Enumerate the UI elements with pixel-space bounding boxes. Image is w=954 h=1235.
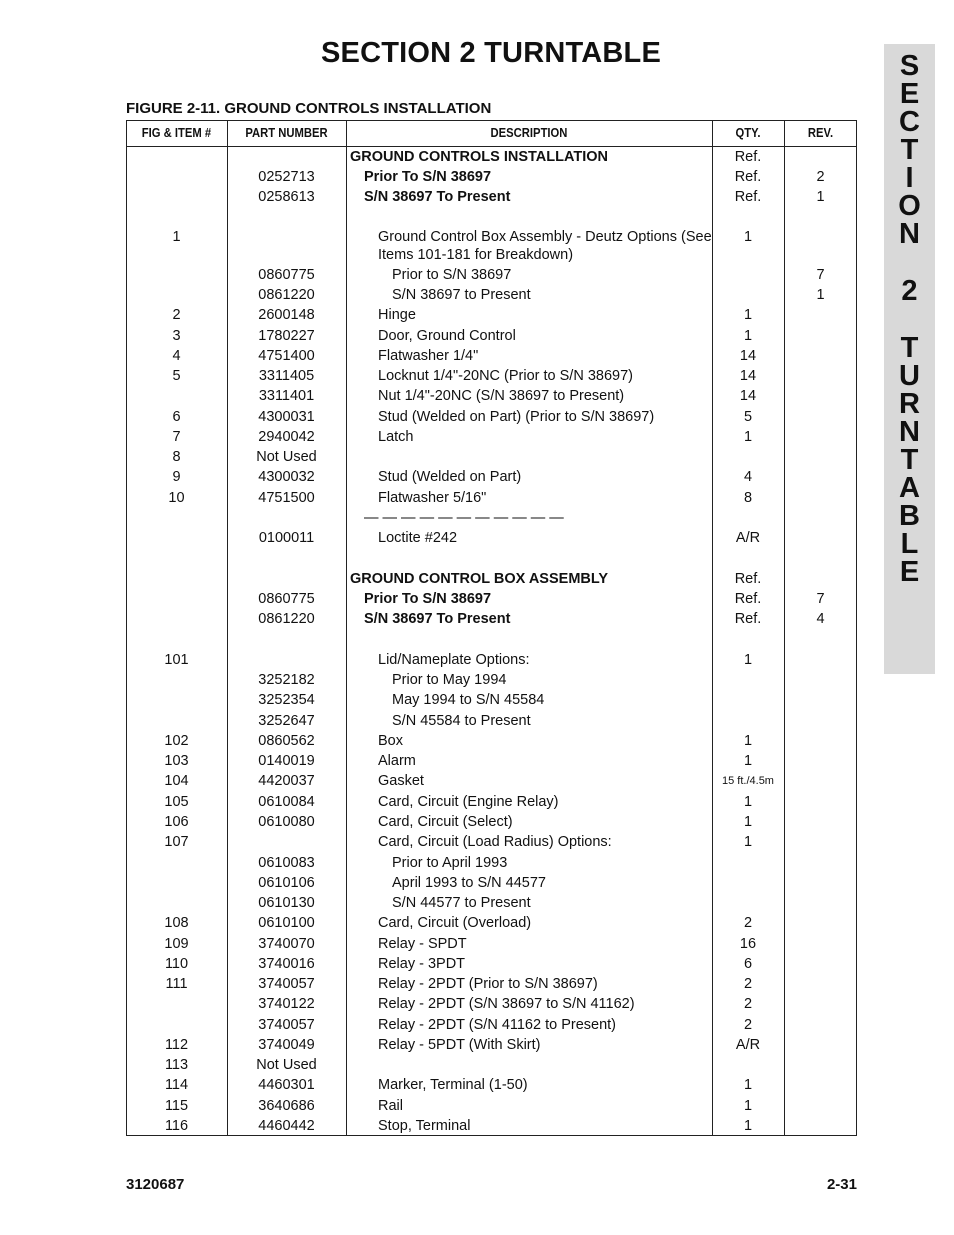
description: S/N 38697 To Present [364,189,511,205]
item-number: 3 [172,328,181,344]
description: Stud (Welded on Part) [378,469,522,485]
quantity: 1 [743,429,753,445]
quantity: 14 [739,368,757,384]
description: Stud (Welded on Part) (Prior to S/N 38697) [378,409,655,425]
side-tab-letter: S [899,50,920,82]
part-number: 0610083 [258,855,315,871]
quantity: 14 [739,348,757,364]
item-number: 114 [164,1077,189,1093]
part-number: 4751400 [258,348,315,364]
quantity: 1 [743,229,753,245]
description: S/N 38697 to Present [392,287,531,303]
revision: 7 [816,591,825,607]
quantity: 2 [743,976,753,992]
quantity: 15 ft./4.5m [722,775,774,787]
quantity: 4 [743,469,753,485]
item-number: 9 [172,469,181,485]
part-number: 2940042 [258,429,315,445]
side-tab-letter: T [900,444,919,476]
quantity: Ref. [734,149,762,165]
quantity: Ref. [734,571,762,587]
part-number: 4300032 [258,469,315,485]
side-tab-letter: N [899,416,920,448]
description: Flatwasher 5/16" [378,490,487,506]
quantity: 1 [743,753,753,769]
part-number: 3640686 [258,1098,315,1114]
description: Lid/Nameplate Options: [378,652,530,668]
description: Card, Circuit (Engine Relay) [378,794,559,810]
header-description: DESCRIPTION [490,126,568,140]
part-number: 3740049 [258,1037,315,1053]
item-number: 6 [172,409,181,425]
description: Prior to S/N 38697 [392,267,512,283]
description: Flatwasher 1/4" [378,348,479,364]
item-number: 10 [168,490,185,506]
part-number: 0258613 [258,189,315,205]
part-number: 3740070 [258,936,315,952]
description: Prior to May 1994 [392,672,507,688]
description: Relay - 2PDT (S/N 38697 to S/N 41162) [378,996,635,1012]
revision: 1 [816,287,825,303]
side-tab-letter: R [899,388,920,420]
part-number: 3311401 [258,388,315,404]
side-tab-letter: A [899,472,920,504]
quantity: 16 [739,936,757,952]
side-tab-letter: U [899,360,920,392]
quantity: 6 [743,956,753,972]
description: Marker, Terminal (1-50) [378,1077,528,1093]
quantity: 8 [743,490,753,506]
description: Prior To S/N 38697 [364,169,492,185]
item-number: 108 [164,915,189,931]
part-number: 3740057 [258,976,315,992]
part-number: 0860775 [258,591,315,607]
section-title: SECTION 2 TURNTABLE [321,37,661,69]
item-number: 8 [172,449,181,465]
quantity: 1 [743,1077,753,1093]
description: Locknut 1/4"-20NC (Prior to S/N 38697) [378,368,633,384]
quantity: 1 [743,307,753,323]
part-number: 3740122 [258,996,315,1012]
item-number: 101 [164,652,189,668]
description: Prior To S/N 38697 [364,591,492,607]
description: Gasket [378,773,424,789]
item-number: 116 [164,1118,189,1134]
column-divider [346,120,347,1136]
item-number: 111 [165,976,188,992]
quantity: 14 [739,388,757,404]
description: Latch [378,429,414,445]
quantity: Ref. [734,611,762,627]
part-number: 1780227 [258,328,315,344]
description-continued: Items 101-181 for Breakdown) [378,247,574,263]
quantity: 5 [743,409,753,425]
description: May 1994 to S/N 45584 [392,692,545,708]
side-tab-letter: O [898,190,921,222]
side-tab-letter: L [900,528,919,560]
part-number: 4460442 [258,1118,315,1134]
part-number: 0610100 [258,915,315,931]
description: Relay - 2PDT (Prior to S/N 38697) [378,976,598,992]
side-tab-letter: 2 [901,275,918,307]
item-number: 115 [164,1098,189,1114]
item-number: 113 [164,1057,189,1073]
part-number: 0860775 [258,267,315,283]
description: Ground Control Box Assembly - Deutz Options (See [378,229,712,245]
part-number: 3311405 [258,368,315,384]
item-number: 5 [172,368,181,384]
description: Prior to April 1993 [392,855,508,871]
description: Card, Circuit (Load Radius) Options: [378,834,612,850]
part-number: 0610084 [258,794,315,810]
header-part-number: PART NUMBER [245,126,328,140]
doc-number: 3120687 [126,1176,185,1193]
part-number: 0861220 [258,287,315,303]
side-tab-letter: I [905,162,914,194]
description: April 1993 to S/N 44577 [392,875,546,891]
part-number: 4751500 [258,490,315,506]
revision: 4 [816,611,825,627]
item-number: 107 [164,834,189,850]
description: Nut 1/4"-20NC (S/N 38697 to Present) [378,388,625,404]
side-tab-letter: B [899,500,920,532]
item-number: 105 [164,794,189,810]
quantity: 1 [743,834,753,850]
quantity: 2 [743,1017,753,1033]
quantity: Ref. [734,189,762,205]
part-number: Not Used [256,1057,317,1073]
description: Stop, Terminal [378,1118,471,1134]
part-number: 0610080 [258,814,315,830]
description: Door, Ground Control [378,328,516,344]
description: Relay - 5PDT (With Skirt) [378,1037,541,1053]
description: Loctite #242 [378,530,458,546]
description: Rail [378,1098,403,1114]
item-number: 109 [164,936,189,952]
item-number: 103 [164,753,189,769]
description: Relay - 2PDT (S/N 41162 to Present) [378,1017,617,1033]
item-number: 1 [172,229,181,245]
part-number: 0860562 [258,733,315,749]
description: — — — — — — — — — — — [364,510,564,526]
quantity: Ref. [734,169,762,185]
quantity: 1 [743,733,753,749]
part-number: 3252182 [258,672,315,688]
quantity: 1 [743,1098,753,1114]
part-number: 4420037 [258,773,315,789]
part-number: 0610130 [258,895,315,911]
description: S/N 45584 to Present [392,713,531,729]
side-tab-letter: C [899,106,920,138]
part-number: 0861220 [258,611,315,627]
part-number: 2600148 [258,307,315,323]
revision: 1 [816,189,825,205]
part-number: 4460301 [258,1077,315,1093]
description: S/N 38697 To Present [364,611,511,627]
description: Alarm [378,753,416,769]
part-number: 3252647 [258,713,315,729]
section-side-tab [884,44,935,674]
quantity: 1 [743,794,753,810]
description: Relay - SPDT [378,936,467,952]
item-number: 7 [172,429,181,445]
item-number: 4 [172,348,181,364]
item-number: 104 [164,773,189,789]
quantity: 1 [743,328,753,344]
part-number: 3740016 [258,956,315,972]
item-number: 2 [172,307,181,323]
description: Card, Circuit (Overload) [378,915,532,931]
description: GROUND CONTROL BOX ASSEMBLY [350,571,609,587]
part-number: Not Used [256,449,317,465]
part-number: 0252713 [258,169,315,185]
figure-caption: FIGURE 2-11. GROUND CONTROLS INSTALLATION [126,100,492,117]
side-tab-letter: N [899,218,920,250]
description: Box [378,733,403,749]
part-number: 0610106 [258,875,315,891]
side-tab-letter: E [899,78,920,110]
part-number: 0100011 [258,530,315,546]
part-number: 3740057 [258,1017,315,1033]
description: Hinge [378,307,416,323]
part-number: 4300031 [258,409,315,425]
description: Relay - 3PDT [378,956,466,972]
item-number: 112 [164,1037,189,1053]
side-tab-letter: T [900,134,919,166]
quantity: 1 [743,1118,753,1134]
header-fig-item: FIG & ITEM # [141,126,212,140]
description: GROUND CONTROLS INSTALLATION [350,149,609,165]
quantity: Ref. [734,591,762,607]
description: Card, Circuit (Select) [378,814,513,830]
quantity: 1 [743,814,753,830]
quantity: 2 [743,915,753,931]
side-tab-letter: E [899,556,920,588]
quantity: 1 [743,652,753,668]
quantity: A/R [735,1037,761,1053]
item-number: 102 [164,733,189,749]
header-qty: QTY. [735,126,761,140]
header-divider [126,146,857,147]
revision: 7 [816,267,825,283]
part-number: 3252354 [258,692,315,708]
quantity: A/R [735,530,761,546]
quantity: 2 [743,996,753,1012]
item-number: 110 [164,956,189,972]
item-number: 106 [164,814,189,830]
description: S/N 44577 to Present [392,895,531,911]
revision: 2 [816,169,825,185]
page-number: 2-31 [826,1176,857,1193]
header-rev: REV. [807,126,834,140]
part-number: 0140019 [258,753,315,769]
side-tab-letter: T [900,332,919,364]
